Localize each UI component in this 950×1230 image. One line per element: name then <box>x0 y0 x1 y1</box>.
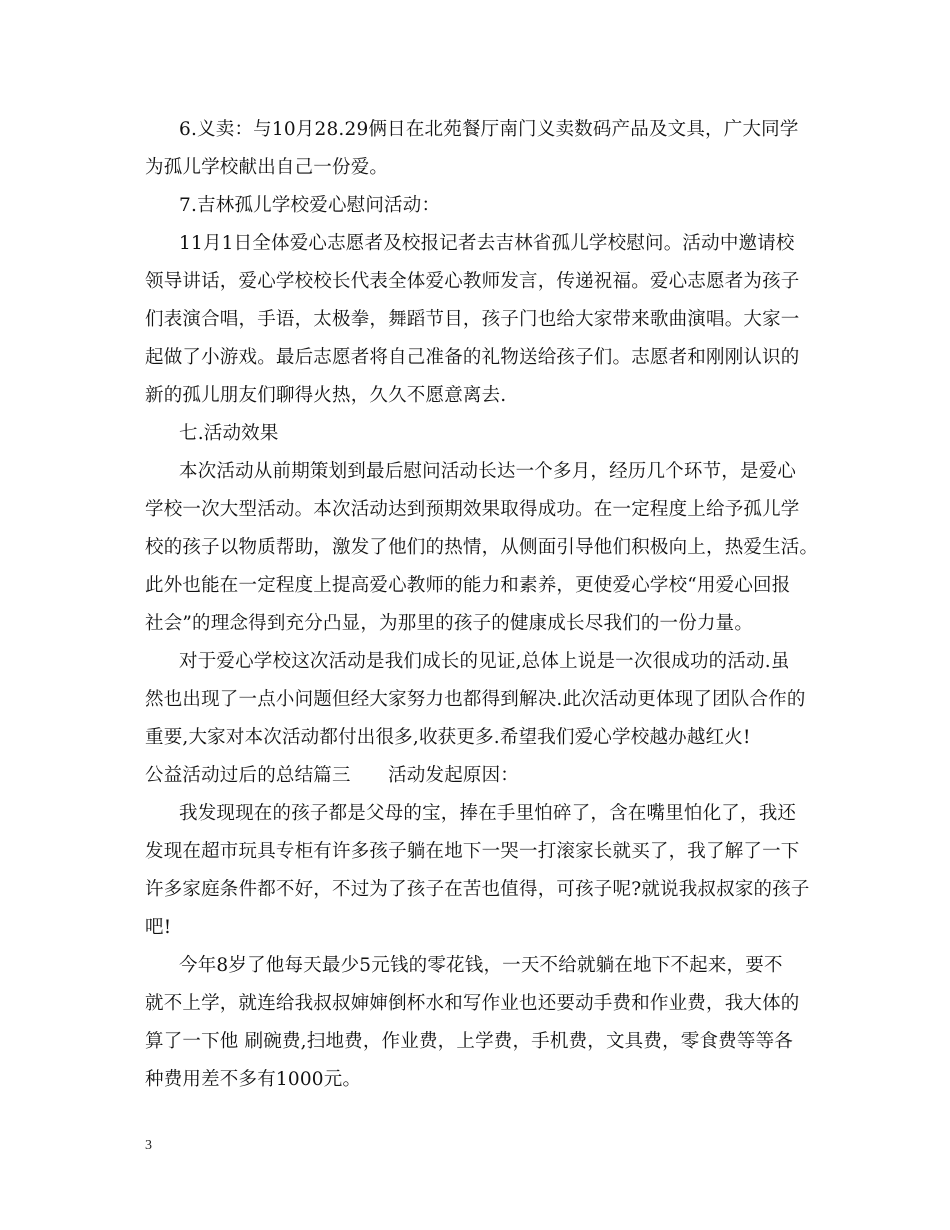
text-line: 6.义卖：与10月28.29俩日在北苑餐厅南门义卖数码产品及文具，广大同学 <box>179 119 799 140</box>
text-line: 11月1日全体爱心志愿者及校报记者去吉林省孤儿学校慰问。活动中邀请校 <box>179 233 795 254</box>
text-line: 学校一次大型活动。本次活动达到预期效果取得成功。在一定程度上给予孤儿学 <box>145 499 800 520</box>
text-line: 新的孤儿朋友们聊得火热，久久不愿意离去. <box>145 385 507 406</box>
text-line: 今年8岁了他每天最少5元钱的零花钱，一天不给就躺在地下不起来，要不 <box>179 955 783 976</box>
text-line: 重要,大家对本次活动都付出很多,收获更多.希望我们爱心学校越办越红火! <box>145 727 751 748</box>
page-number: 3 <box>145 1138 152 1153</box>
text-line: 我发现现在的孩子都是父母的宝，捧在手里怕碎了，含在嘴里怕化了，我还 <box>179 803 797 824</box>
text-line: 种费用差不多有1000元。 <box>145 1069 362 1090</box>
text-line: 就不上学，就连给我叔叔婶婶倒杯水和写作业也还要动手费和作业费，我大体的 <box>145 993 800 1014</box>
text-line: 发现在超市玩具专柜有许多孩子躺在地下一哭一打滚家长就买了，我了解了一下 <box>145 841 800 862</box>
section-heading: 公益活动过后的总结篇三 活动发起原因： <box>145 765 520 786</box>
text-line: 吧! <box>145 917 172 938</box>
text-line: 们表演合唱，手语，太极拳，舞蹈节目，孩子门也给大家带来歌曲演唱。大家一 <box>145 309 800 330</box>
text-line: 许多家庭条件都不好，不过为了孩子在苦也值得，可孩子呢?就说我叔叔家的孩子 <box>145 879 810 900</box>
text-line: 算了一下他 刷碗费,扫地费，作业费，上学费，手机费，文具费，零食费等等各 <box>145 1031 793 1052</box>
text-line: 然也出现了一点小问题但经大家努力也都得到解决.此次活动更体现了团队合作的 <box>145 689 806 710</box>
text-line: 社会”的理念得到充分凸显，为那里的孩子的健康成长尽我们的一份力量。 <box>145 613 754 634</box>
text-line: 对于爱心学校这次活动是我们成长的见证,总体上说是一次很成功的活动.虽 <box>179 651 790 672</box>
text-line: 本次活动从前期策划到最后慰问活动长达一个多月，经历几个环节，是爱心 <box>179 461 797 482</box>
text-line: 此外也能在一定程度上提高爱心教师的能力和素养，更使爱心学校“用爱心回报 <box>145 575 791 596</box>
section-heading: 七.活动效果 <box>179 423 279 444</box>
text-line: 为孤儿学校献出自己一份爱。 <box>145 157 389 178</box>
text-line: 起做了小游戏。最后志愿者将自己准备的礼物送给孩子们。志愿者和刚刚认识的 <box>145 347 800 368</box>
text-line: 领导讲话，爱心学校校长代表全体爱心教师发言，传递祝福。爱心志愿者为孩子 <box>145 271 800 292</box>
text-line: 7.吉林孤儿学校爱心慰问活动： <box>179 195 441 216</box>
text-line: 校的孩子以物质帮助，激发了他们的热情，从侧面引导他们积极向上，热爱生活。 <box>145 537 819 558</box>
